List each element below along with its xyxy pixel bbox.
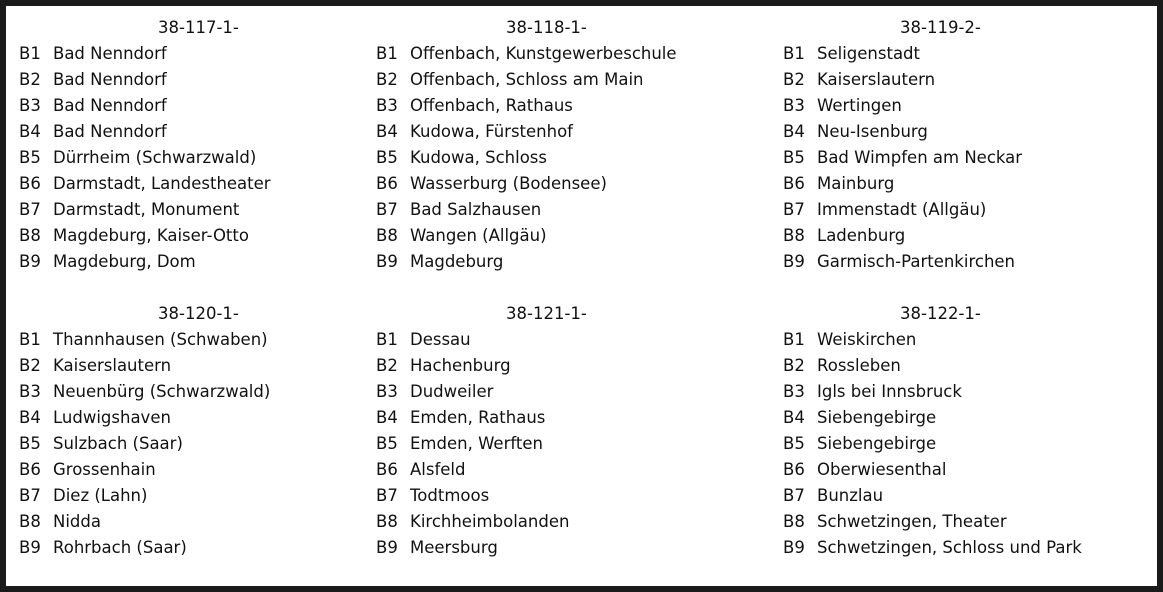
item-place: Offenbach, Rathaus <box>410 96 573 115</box>
item-place: Darmstadt, Landestheater <box>53 174 271 193</box>
item-code: B1 <box>19 330 41 349</box>
item-place: Darmstadt, Monument <box>53 200 240 219</box>
item-code: B2 <box>376 356 398 375</box>
item-code: B3 <box>783 382 805 401</box>
item-place: Wasserburg (Bodensee) <box>410 174 607 193</box>
item-place: Grossenhain <box>53 460 156 479</box>
item-code: B1 <box>376 330 398 349</box>
item-code: B3 <box>376 96 398 115</box>
item-place: Emden, Werften <box>410 434 543 453</box>
item-code: B6 <box>783 460 805 479</box>
item-code: B7 <box>783 486 805 505</box>
item-code: B3 <box>376 382 398 401</box>
item-code: B1 <box>376 44 398 63</box>
item-code: B9 <box>376 252 398 271</box>
item-code: B9 <box>19 252 41 271</box>
item-code: B5 <box>376 434 398 453</box>
item-place: Sulzbach (Saar) <box>53 434 183 453</box>
item-place: Bad Nenndorf <box>53 96 167 115</box>
item-place: Neuenbürg (Schwarzwald) <box>53 382 271 401</box>
item-place: Magdeburg, Kaiser-Otto <box>53 226 249 245</box>
item-code: B8 <box>376 226 398 245</box>
item-code: B2 <box>19 70 41 89</box>
item-place: Kudowa, Schloss <box>410 148 547 167</box>
document-sheet <box>6 6 1157 586</box>
item-code: B6 <box>376 174 398 193</box>
item-place: Kaiserslautern <box>53 356 172 375</box>
item-place: Mainburg <box>817 174 895 193</box>
item-place: Hachenburg <box>410 356 511 375</box>
item-place: Rossleben <box>817 356 901 375</box>
item-code: B4 <box>19 122 41 141</box>
block-title: 38-122-1- <box>900 304 981 323</box>
item-place: Kirchheimbolanden <box>410 512 570 531</box>
item-code: B9 <box>783 538 805 557</box>
item-code: B5 <box>783 148 805 167</box>
item-place: Diez (Lahn) <box>53 486 148 505</box>
item-code: B3 <box>19 96 41 115</box>
item-code: B7 <box>19 486 41 505</box>
item-place: Igls bei Innsbruck <box>817 382 962 401</box>
item-place: Meersburg <box>410 538 498 557</box>
item-code: B1 <box>19 44 41 63</box>
item-place: Bad Nenndorf <box>53 70 167 89</box>
item-place: Ludwigshaven <box>53 408 171 427</box>
item-place: Siebengebirge <box>817 434 937 453</box>
item-place: Thannhausen (Schwaben) <box>53 330 268 349</box>
item-place: Offenbach, Kunstgewerbeschule <box>410 44 677 63</box>
item-code: B7 <box>376 200 398 219</box>
item-place: Bad Wimpfen am Neckar <box>817 148 1023 167</box>
item-code: B5 <box>19 148 41 167</box>
item-code: B5 <box>783 434 805 453</box>
item-place: Garmisch-Partenkirchen <box>817 252 1016 271</box>
item-code: B6 <box>376 460 398 479</box>
item-code: B9 <box>19 538 41 557</box>
item-code: B2 <box>376 70 398 89</box>
item-code: B6 <box>19 174 41 193</box>
item-place: Dudweiler <box>410 382 494 401</box>
block-title: 38-119-2- <box>900 18 981 37</box>
item-place: Wangen (Allgäu) <box>410 226 547 245</box>
item-code: B5 <box>376 148 398 167</box>
item-place: Bad Salzhausen <box>410 200 542 219</box>
item-place: Rohrbach (Saar) <box>53 538 187 557</box>
item-code: B7 <box>19 200 41 219</box>
item-code: B3 <box>19 382 41 401</box>
item-code: B7 <box>376 486 398 505</box>
item-place: Oberwiesenthal <box>817 460 947 479</box>
item-place: Bad Nenndorf <box>53 122 167 141</box>
item-code: B2 <box>783 70 805 89</box>
item-code: B4 <box>19 408 41 427</box>
item-code: B1 <box>783 44 805 63</box>
item-place: Dessau <box>410 330 471 349</box>
item-code: B8 <box>783 226 805 245</box>
item-code: B5 <box>19 434 41 453</box>
item-place: Schwetzingen, Schloss und Park <box>817 538 1082 557</box>
item-code: B2 <box>19 356 41 375</box>
item-code: B9 <box>376 538 398 557</box>
item-place: Schwetzingen, Theater <box>817 512 1007 531</box>
block-title: 38-118-1- <box>506 18 587 37</box>
item-code: B4 <box>783 408 805 427</box>
item-place: Seligenstadt <box>817 44 920 63</box>
item-code: B8 <box>783 512 805 531</box>
item-place: Wertingen <box>817 96 902 115</box>
item-place: Ladenburg <box>817 226 906 245</box>
item-code: B4 <box>783 122 805 141</box>
item-place: Dürrheim (Schwarzwald) <box>53 148 257 167</box>
item-place: Magdeburg, Dom <box>53 252 196 271</box>
item-place: Offenbach, Schloss am Main <box>410 70 644 89</box>
item-code: B8 <box>19 226 41 245</box>
item-place: Weiskirchen <box>817 330 917 349</box>
item-place: Neu-Isenburg <box>817 122 928 141</box>
item-code: B4 <box>376 408 398 427</box>
item-code: B9 <box>783 252 805 271</box>
item-code: B3 <box>783 96 805 115</box>
item-code: B8 <box>19 512 41 531</box>
item-code: B4 <box>376 122 398 141</box>
item-place: Alsfeld <box>410 460 466 479</box>
item-place: Siebengebirge <box>817 408 937 427</box>
item-place: Nidda <box>53 512 101 531</box>
item-place: Bunzlau <box>817 486 884 505</box>
item-code: B1 <box>783 330 805 349</box>
item-place: Magdeburg <box>410 252 504 271</box>
item-place: Bad Nenndorf <box>53 44 167 63</box>
block-title: 38-121-1- <box>506 304 587 323</box>
item-place: Kudowa, Fürstenhof <box>410 122 573 141</box>
item-code: B7 <box>783 200 805 219</box>
item-place: Kaiserslautern <box>817 70 936 89</box>
item-code: B6 <box>19 460 41 479</box>
item-place: Immenstadt (Allgäu) <box>817 200 987 219</box>
item-code: B2 <box>783 356 805 375</box>
item-place: Todtmoos <box>410 486 490 505</box>
block-title: 38-120-1- <box>158 304 239 323</box>
block-title: 38-117-1- <box>158 18 239 37</box>
item-code: B6 <box>783 174 805 193</box>
item-place: Emden, Rathaus <box>410 408 546 427</box>
item-code: B8 <box>376 512 398 531</box>
